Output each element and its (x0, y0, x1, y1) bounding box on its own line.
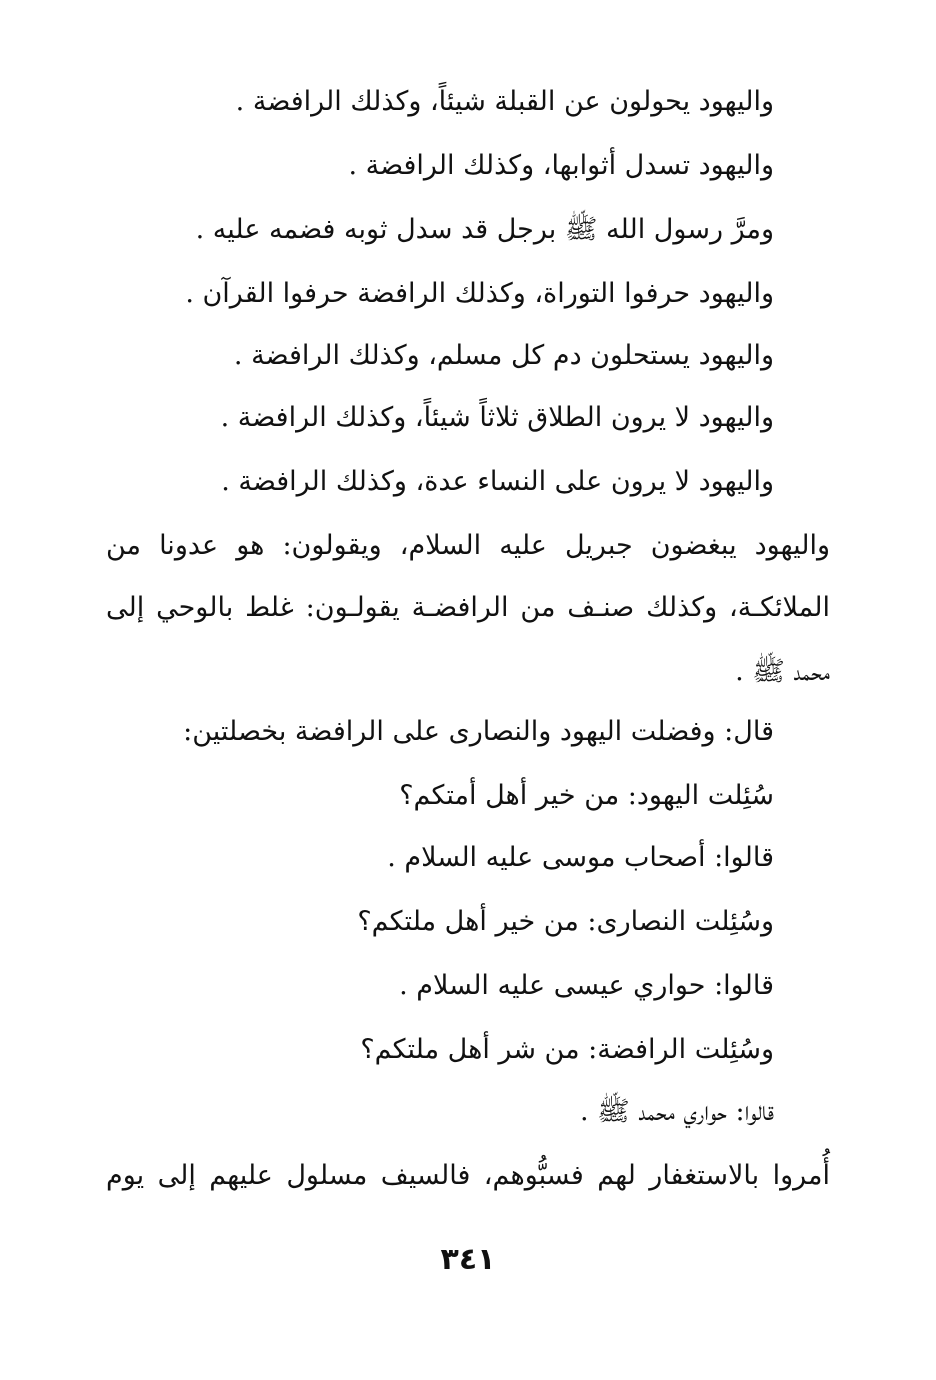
text-line-3: ومرَّ رسول الله ﷺ برجل قد سدل ثوبه فضمه عليه . (195, 214, 774, 245)
text-line-9: الملائكـة، وكذلك صنـف من الرافضـة يقولـون: غلط بالوحي إلى (106, 592, 830, 623)
text-line-1: واليهود يحولون عن القبلة شيئاً، وكذلك الرافضة . (235, 86, 774, 117)
text-line-6: واليهود لا يرون الطلاق ثلاثاً شيئاً، وكذلك الرافضة . (220, 402, 774, 433)
text-line-4: واليهود حرفوا التوراة، وكذلك الرافضة حرفوا القرآن . (185, 278, 774, 309)
text-line-10: محمد ﷺ . (735, 656, 830, 687)
text-line-14: وسُئِلت النصارى: من خير أهل ملتكم؟ (357, 906, 774, 937)
text-line-13: قالوا: أصحاب موسى عليه السلام . (387, 842, 774, 873)
page-number: ٣٤١ (440, 1242, 496, 1277)
text-line-12: سُئِلت اليهود: من خير أهل أمتكم؟ (399, 780, 774, 811)
text-line-16: وسُئِلت الرافضة: من شر أهل ملتكم؟ (360, 1034, 774, 1065)
text-line-2: واليهود تسدل أثوابها، وكذلك الرافضة . (348, 150, 774, 181)
text-line-11: قال: وفضلت اليهود والنصارى على الرافضة بخصلتين: (183, 716, 774, 747)
text-line-15: قالوا: حواري عيسى عليه السلام . (399, 970, 774, 1001)
text-line-8: واليهود يبغضون جبريل عليه السلام، ويقولون: هو عدونا من (106, 530, 830, 561)
text-line-7: واليهود لا يرون على النساء عدة، وكذلك الرافضة . (221, 466, 774, 497)
text-line-18: أُمروا بالاستغفار لهم فسبُّوهم، فالسيف مسلول عليهم إلى يوم (106, 1160, 830, 1191)
text-line-5: واليهود يستحلون دم كل مسلم، وكذلك الرافضة . (233, 340, 774, 371)
text-line-17: قالوا: حواري محمد ﷺ . (579, 1096, 774, 1127)
